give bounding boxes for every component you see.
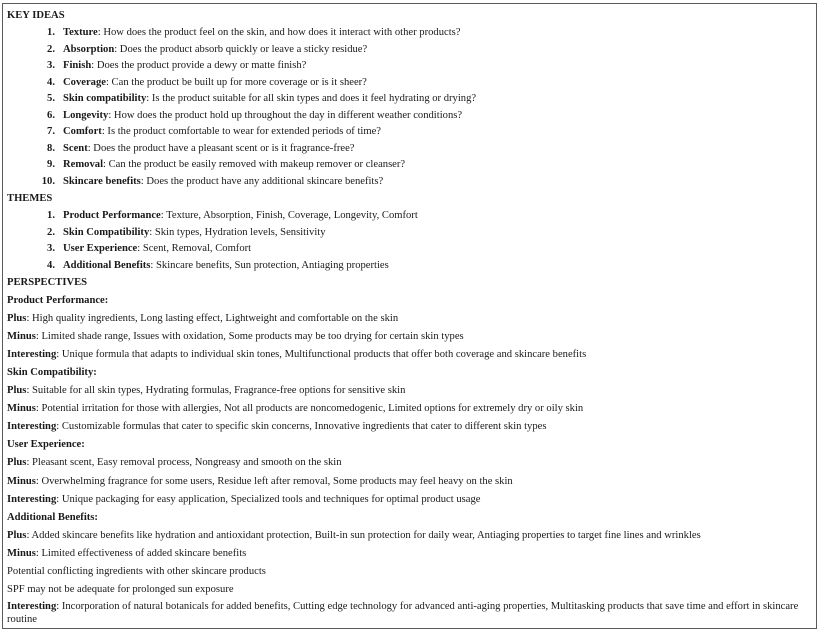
interesting-line [7, 601, 812, 626]
item-text: : Does the product absorb quickly or leave a sticky residue? [114, 43, 368, 55]
minus-text: : Potential irritation for those with allergies, Not all products are noncomedogenic, Limited options for extremely dry or oily skin [35, 403, 584, 414]
plus-text: : High quality ingredients, Long lasting effect, Lightweight and comfortable on the skin [26, 313, 399, 324]
plus-label: Plus [7, 385, 27, 396]
section-title: Additional Benefits: [7, 512, 98, 523]
minus-text: : Overwhelming fragrance for some users, Residue left after removal, Some products may feel heavy on the skin [35, 476, 513, 487]
minus-label: Minus [7, 548, 36, 559]
item-number: 5. [47, 93, 55, 104]
item-number: 3. [47, 60, 55, 71]
item-number: 10. [41, 175, 55, 187]
plus-label: Plus [7, 313, 27, 324]
item-text: : Skincare benefits, Sun protection, Antiaging properties [150, 260, 389, 271]
plus-text: : Added skincare benefits like hydration and antioxidant protection, Built-in sun protection for daily wear, Antiaging properties to target fine lines and wrinkles [26, 530, 701, 541]
item-number: 4. [47, 260, 55, 271]
interesting-label: Interesting [7, 421, 57, 432]
item-text: : How does the product hold up throughout the day in different weather conditions? [108, 109, 463, 121]
interesting-line [7, 493, 812, 506]
item-label: Skin compatibility [63, 93, 147, 104]
section-title: Product Performance: [7, 295, 109, 306]
item-text: : How does the product feel on the skin, and how does it interact with other products? [97, 27, 461, 38]
item-text: : Does the product have a pleasant scent or is it fragrance-free? [87, 142, 355, 154]
item-label: Longevity [63, 109, 109, 121]
extra-line: Potential conflicting ingredients with other skincare products [7, 566, 266, 577]
item-number: 9. [47, 159, 55, 170]
minus-label: Minus [7, 476, 36, 487]
item-label: Additional Benefits [63, 260, 151, 271]
item-label: Absorption [63, 43, 115, 55]
interesting-label: Interesting [7, 601, 57, 612]
interesting-label: Interesting [7, 349, 57, 360]
item-text: : Is the product suitable for all skin types and does it feel hydrating or drying? [146, 93, 477, 104]
item-number: 1. [47, 27, 55, 38]
item-label: Texture [63, 27, 98, 38]
item-text: : Texture, Absorption, Finish, Coverage, Longevity, Comfort [160, 210, 418, 221]
minus-text: : Limited shade range, Issues with oxidation, Some products may be too drying for certain skin types [35, 331, 464, 342]
item-text: : Does the product have any additional skincare benefits? [140, 175, 384, 187]
item-label: Skin Compatibility [63, 226, 150, 238]
plus-label: Plus [7, 530, 27, 541]
item-text: : Scent, Removal, Comfort [137, 243, 252, 254]
perspectives-heading: PERSPECTIVES [7, 277, 88, 288]
minus-label: Minus [7, 331, 36, 342]
plus-line [7, 529, 812, 542]
themes-heading: THEMES [7, 193, 53, 204]
item-text: : Can the product be easily removed with makeup remover or cleanser? [103, 159, 406, 170]
plus-line [7, 312, 812, 325]
interesting-line [7, 348, 812, 361]
plus-text: : Suitable for all skin types, Hydrating formulas, Fragrance-free options for sensitive skin [26, 385, 406, 396]
minus-text: : Limited effectiveness of added skincare benefits [35, 548, 247, 559]
interesting-text: : Unique formula that adapts to individual skin tones, Multifunctional products that offer both coverage and skincare benefits [56, 349, 587, 360]
interesting-label: Interesting [7, 494, 57, 505]
item-label: Scent [63, 142, 88, 154]
item-number: 7. [47, 126, 55, 137]
key-ideas-heading: KEY IDEAS [7, 10, 65, 21]
item-label: Product Performance [63, 210, 161, 221]
item-number: 4. [47, 76, 55, 88]
item-label: Removal [63, 159, 104, 170]
plus-text: : Pleasant scent, Easy removal process, Nongreasy and smooth on the skin [26, 457, 342, 468]
plus-line [7, 384, 812, 397]
item-text: : Does the product provide a dewy or matte finish? [91, 60, 307, 71]
plus-label: Plus [7, 457, 27, 468]
interesting-line [7, 420, 812, 433]
plus-line [7, 456, 812, 469]
minus-line [7, 402, 812, 415]
minus-label: Minus [7, 403, 36, 414]
extra-line: SPF may not be adequate for prolonged sun exposure [7, 584, 234, 595]
item-text: : Can the product be built up for more coverage or is it sheer? [105, 76, 367, 88]
minus-line [7, 547, 812, 560]
item-label: User Experience [63, 243, 138, 254]
interesting-text: : Customizable formulas that cater to specific skin concerns, Innovative ingredients that cater to different skin types [56, 421, 547, 432]
interesting-text: : Incorporation of natural botanicals for added benefits, Cutting edge technology for advanced anti-aging properties, Multitasking products that save time and effort in skincare routine [7, 601, 799, 625]
item-number: 6. [47, 109, 55, 121]
interesting-text: : Unique packaging for easy application, Specialized tools and techniques for optimal product usage [56, 494, 481, 505]
item-number: 1. [47, 210, 55, 221]
item-label: Skincare benefits [63, 175, 141, 187]
section-title: User Experience: [7, 439, 85, 450]
item-number: 2. [47, 226, 55, 238]
item-label: Finish [63, 60, 92, 71]
item-number: 3. [47, 243, 55, 254]
minus-line [7, 475, 812, 488]
item-label: Coverage [63, 76, 106, 88]
notes-document [2, 3, 817, 629]
item-number: 2. [47, 43, 55, 55]
item-label: Comfort [63, 126, 102, 137]
item-text: : Is the product comfortable to wear for extended periods of time? [101, 126, 381, 137]
item-text: : Skin types, Hydration levels, Sensitivity [149, 226, 326, 238]
section-title: Skin Compatibility: [7, 367, 97, 378]
minus-line [7, 330, 812, 343]
item-number: 8. [47, 142, 55, 154]
